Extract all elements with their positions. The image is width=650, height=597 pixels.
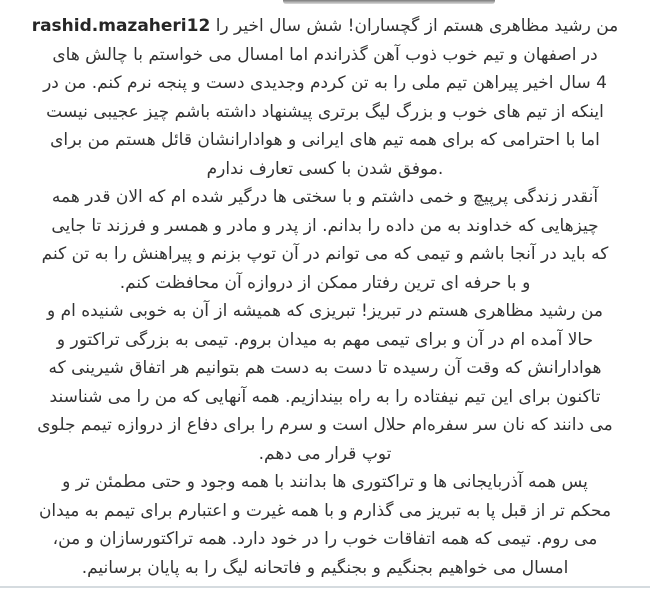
caption-line-5: اما با احترامی که برای همه تیم های ایرانی و هوادارانشان قائل هستم من برای — [50, 130, 600, 150]
caption-line-10: و با حرفه ای ترین رفتار ممکن از دروازه آن محافظت کنم. — [119, 272, 531, 293]
caption-line-3: 4 سال اخیر پیراهن تیم ملی را به تن کردم وجدیدی دست و پنجه نرم کنم. من در — [43, 73, 607, 93]
caption-line-19: می روم. تیمی که همه اتفاقات خوب را در خود دارد. همه تراکتورسازان و من، — [52, 529, 598, 549]
caption-line-7: آنقدر زندگی پرپیچ و خمی داشتم و با سختی ها درگیر شده ام که الان قدر همه — [51, 187, 599, 207]
caption-line-2: در اصفهان و تیم خوب ذوب آهن گذراندم اما امسال می خواستم با چالش های — [52, 44, 598, 65]
caption-line-13: هوادارانش که وقت آن رسیده تا دست به دست هم بتوانیم هر اتفاق شیرینی که — [48, 358, 602, 378]
caption-line-14: تاکنون برای این تیم نیفتاده را به راه بیندازیم. همه آنهایی که من را می شناسند — [49, 386, 601, 407]
caption-line-12: حالا آمده ام در آن و برای تیمی مهم به میدان بروم. تیمی به بزرگی تراکتور و — [56, 329, 594, 350]
bottom-divider — [0, 586, 650, 588]
caption-line-8: چیزهایی که خداوند به من داده را بدانم. از پدر و مادر و همسر و فرزند تا جایی — [51, 215, 599, 236]
caption-line-6: .موفق شدن با کسی تعارف ندارم — [206, 158, 444, 179]
post-caption — [0, 12, 650, 582]
caption-line-1-text: من رشید مظاهری هستم از گچساران! شش سال اخیر را — [215, 16, 619, 36]
caption-line-18: محکم تر از قبل پا به تبریز می گذارم و با همه غیرت و اعتبارم برای تیمم به میدان — [38, 500, 612, 521]
caption-line-9: که باید در آنجا باشم و تیمی که می توانم در آن توپ بزنم و پیراهنش را به تن کنم — [41, 244, 609, 264]
caption-line-16: توپ قرار می دهم. — [258, 443, 392, 464]
caption-line-11: من رشید مظاهری هستم در تبریز! تبریزی که همیشه از آن به خوبی شنیده ام و — [46, 301, 604, 321]
caption-line-17: پس همه آذربایجانی ها و تراکتوری ها بدانند با همه وجود و حتی مطمئن تر و — [62, 472, 588, 492]
caption-line-15: می دانند که نان سر سفره‌ام حلال است و سرم را برای دفاع از دروازه تیمم جلوی — [37, 415, 613, 435]
caption-line-4: اینکه از تیم های خوب و بزرگ لیگ برتری پیشنهاد داشته باشم چیز عجیبی نیست — [46, 101, 604, 122]
cropped-ui-remnant-bar — [283, 0, 495, 4]
username-link[interactable]: rashid.mazaheri12 — [31, 16, 211, 36]
caption-line-1 — [6, 12, 644, 41]
caption-line-20: امسال می خواهیم بجنگیم و بجنگیم و فاتحانه لیگ را به پایان برسانیم. — [81, 557, 569, 578]
